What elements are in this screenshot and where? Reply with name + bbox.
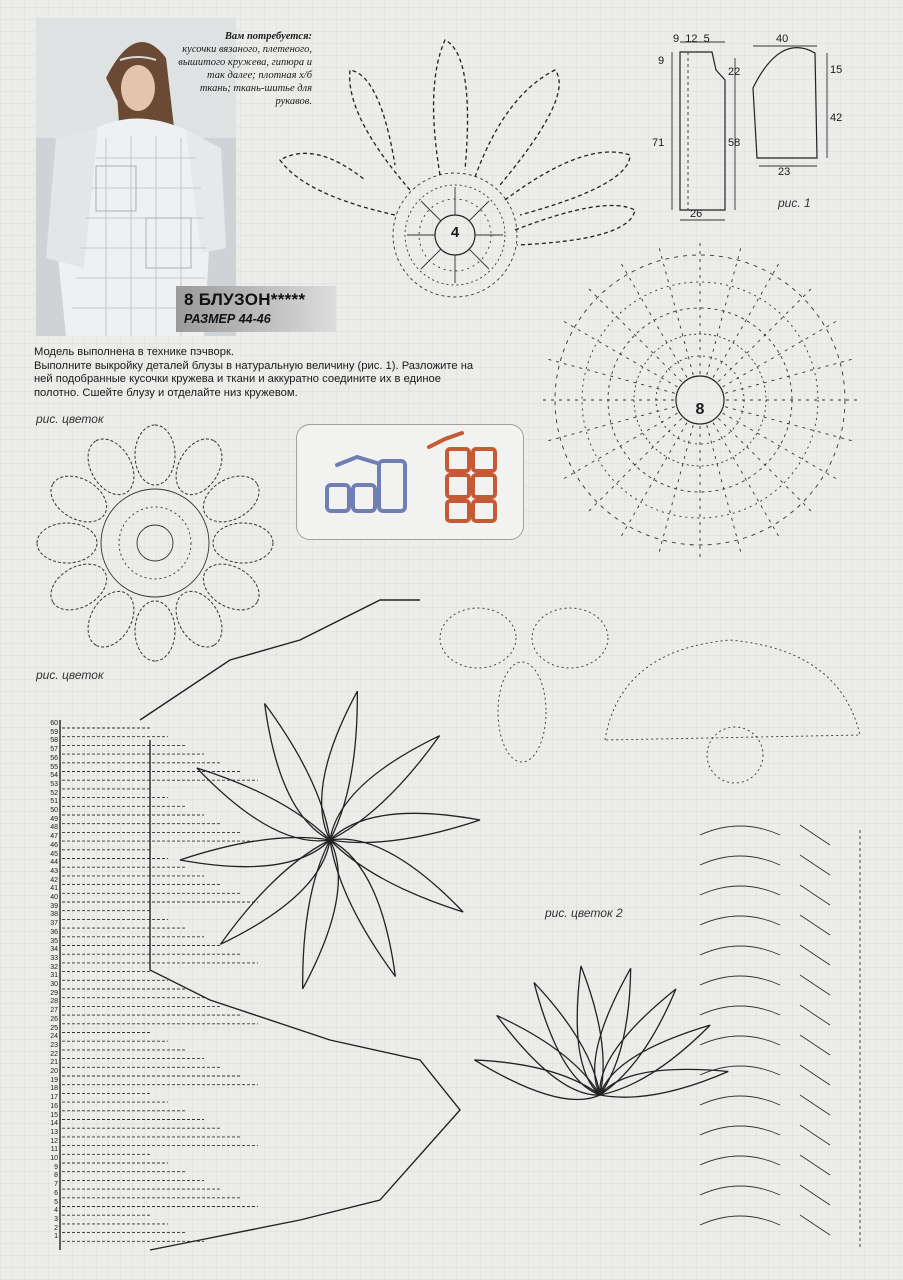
materials-heading: Вам потребуется [224,31,309,42]
sleeve-dim-right: 42 [830,112,843,124]
row-number: 37 [50,920,58,928]
materials-text: кусочки вязаного, плетеного, вышитого кружева, гипюра и так далее; плотная х/б ткань; ткань-шитье для рукавов. [178,44,312,107]
row-number: 53 [50,780,58,788]
row-number: 11 [50,1146,58,1154]
row-number: 39 [50,902,58,910]
row-number: 30 [50,981,58,988]
row-number: 54 [50,772,58,780]
row-number: 35 [50,937,58,945]
row-number: 19 [50,1076,58,1084]
sleeve-dim-right-top: 15 [830,64,843,76]
row-number: 55 [50,763,58,771]
row-number: 26 [50,1015,58,1023]
motif-8-number: 8 [695,401,705,418]
sleeve-dim-bottom: 23 [778,166,791,178]
row-number: 33 [50,954,58,962]
row-number: 28 [50,998,58,1006]
row-number: 44 [50,859,58,867]
row-number: 43 [50,867,58,875]
body-dim-right-top: 22 [728,66,741,78]
row-number: 7 [54,1181,58,1189]
model-title: 8 БЛУЗОН***** [184,290,306,309]
materials-note: Вам потребуется: кусочки вязаного, плетеного, вышитого кружева, гипюра и так далее; плотная х/б ткань; ткань-шитье для рукавов. [178,31,312,107]
row-number-column [32,720,58,1245]
fig1-caption: рис. 1 [778,196,811,210]
row-number: 58 [50,737,58,745]
row-number: 3 [54,1215,58,1223]
row-number: 10 [50,1155,58,1162]
row-number: 6 [54,1189,58,1197]
model-size: РАЗМЕР 44-46 [184,312,271,326]
row-number: 42 [50,876,58,884]
row-number: 48 [50,824,58,832]
description-line1: Модель выполнена в технике пэчворк. [34,346,234,358]
row-number: 40 [50,894,58,901]
row-number: 36 [50,928,58,936]
row-number: 20 [50,1068,58,1075]
row-number: 13 [50,1128,58,1136]
body-dim-left-top: 9 [658,55,665,67]
body-dim-top-1: 9 [673,33,680,45]
row-number: 47 [50,833,58,841]
row-number: 23 [50,1041,58,1049]
row-number: 38 [50,911,58,919]
body-dim-bottom: 26 [690,208,703,220]
row-number: 60 [50,720,58,727]
row-number: 12 [50,1137,58,1145]
row-number: 56 [50,754,58,762]
flower-b-caption: рис. цветок [36,668,104,682]
row-number: 50 [50,807,58,814]
row-number: 9 [54,1163,58,1171]
row-number: 21 [50,1059,58,1067]
row-number: 14 [50,1120,58,1128]
row-number: 41 [50,885,58,893]
row-number: 46 [50,841,58,849]
body-dim-right: 58 [728,137,741,149]
row-number: 45 [50,850,58,858]
row-number: 57 [50,746,58,754]
description-line2: Выполните выкройку деталей блузы в натуральную величину (рис. 1). Разложите на ней подобранные кусочки кружева и ткани и аккуратно соедините их в единое полотно. Сшейте блузу и отделайте низ кружевом. [34,359,474,399]
row-number: 25 [50,1024,58,1032]
body-dim-top-2: 12 [685,33,698,45]
sleeve-dim-top: 40 [776,33,789,45]
row-number: 15 [50,1111,58,1119]
row-number: 8 [54,1172,58,1180]
row-number: 24 [50,1033,58,1041]
row-number: 51 [50,798,58,806]
row-number: 17 [50,1094,58,1102]
row-number: 18 [50,1085,58,1093]
row-number: 31 [50,972,58,980]
row-number: 16 [50,1102,58,1110]
body-dim-left: 71 [652,137,665,149]
motif-4-number: 4 [450,224,460,241]
row-number: 1 [54,1233,58,1241]
row-number: 5 [54,1198,58,1206]
body-dim-top-3: 5 [703,33,710,45]
flower-a-caption: рис. цветок [36,412,104,426]
row-number: 52 [50,789,58,797]
row-number: 59 [50,728,58,736]
row-number: 49 [50,815,58,823]
row-number: 32 [50,963,58,971]
row-number: 27 [50,1007,58,1015]
flower2-caption: рис. цветок 2 [545,906,623,920]
row-number: 34 [50,946,58,954]
row-number: 22 [50,1050,58,1058]
row-number: 4 [54,1207,58,1215]
row-number: 29 [50,989,58,997]
row-number: 2 [54,1224,58,1232]
